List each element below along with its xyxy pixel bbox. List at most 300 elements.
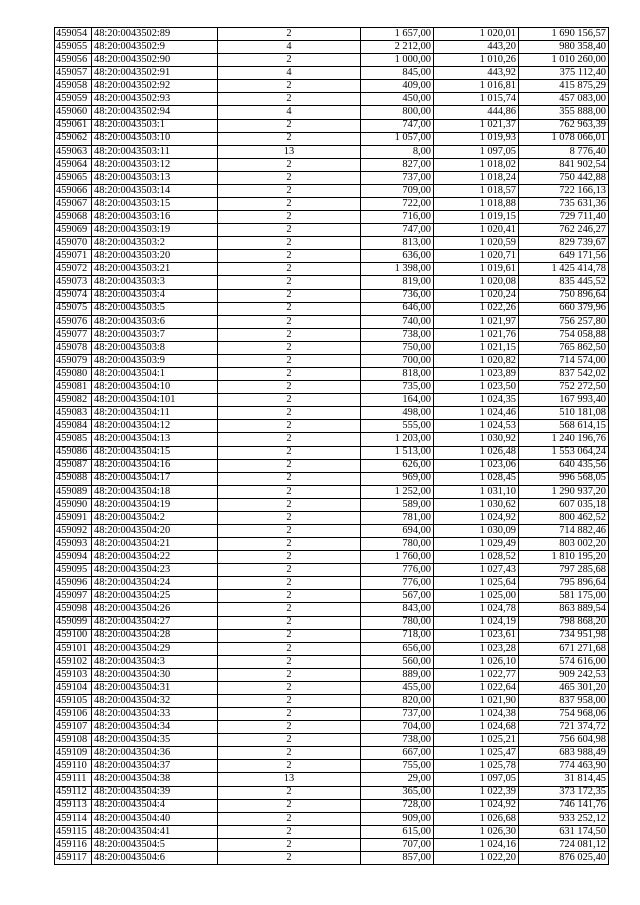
rate-cell: 1 026,30 [434, 825, 519, 838]
cadastral-number-cell: 48:20:0043504:2 [92, 511, 218, 524]
rate-cell: 1 025,78 [434, 760, 519, 773]
table-row [55, 851, 609, 864]
cadastral-number-cell: 48:20:0043502:93 [92, 93, 218, 106]
cadastral-value-cell: 750 896,64 [519, 289, 609, 302]
rate-cell: 1 023,28 [434, 642, 519, 655]
table-row [55, 786, 609, 799]
row-id-cell: 459084 [55, 420, 92, 433]
row-id-cell: 459117 [55, 851, 92, 864]
table-row [55, 250, 609, 263]
group-code-cell: 4 [218, 106, 361, 119]
table-row [55, 485, 609, 498]
table-row [55, 773, 609, 786]
cadastral-number-cell: 48:20:0043503:19 [92, 224, 218, 237]
table-row [55, 708, 609, 721]
area-cell: 709,00 [361, 184, 434, 197]
table-row [55, 747, 609, 760]
group-code-cell: 2 [218, 642, 361, 655]
cadastral-number-cell: 48:20:0043504:34 [92, 721, 218, 734]
cadastral-value-cell: 841 902,54 [519, 158, 609, 171]
cadastral-value-cell: 1 010 260,00 [519, 54, 609, 67]
table-row [55, 106, 609, 119]
cadastral-value-cell: 465 301,20 [519, 681, 609, 694]
group-code-cell: 2 [218, 28, 361, 41]
area-cell: 738,00 [361, 328, 434, 341]
cadastral-number-cell: 48:20:0043504:3 [92, 655, 218, 668]
area-cell: 29,00 [361, 773, 434, 786]
cadastral-number-cell: 48:20:0043504:29 [92, 642, 218, 655]
cadastral-number-cell: 48:20:0043504:21 [92, 538, 218, 551]
group-code-cell: 2 [218, 198, 361, 211]
rate-cell: 1 024,19 [434, 616, 519, 629]
cadastral-value-cell: 762 963,39 [519, 119, 609, 132]
cadastral-number-cell: 48:20:0043503:12 [92, 158, 218, 171]
row-id-cell: 459070 [55, 237, 92, 250]
cadastral-value-cell: 829 739,67 [519, 237, 609, 250]
rate-cell: 1 028,45 [434, 472, 519, 485]
cadastral-value-cell: 933 252,12 [519, 812, 609, 825]
area-cell: 1 057,00 [361, 132, 434, 145]
cadastral-number-cell: 48:20:0043504:10 [92, 381, 218, 394]
table-row [55, 472, 609, 485]
group-code-cell: 2 [218, 184, 361, 197]
row-id-cell: 459109 [55, 747, 92, 760]
area-cell: 827,00 [361, 158, 434, 171]
area-cell: 909,00 [361, 812, 434, 825]
table-row [55, 184, 609, 197]
area-cell: 780,00 [361, 538, 434, 551]
group-code-cell: 2 [218, 341, 361, 354]
table-row [55, 721, 609, 734]
rate-cell: 1 026,48 [434, 446, 519, 459]
row-id-cell: 459101 [55, 642, 92, 655]
row-id-cell: 459099 [55, 616, 92, 629]
area-cell: 589,00 [361, 498, 434, 511]
table-row [55, 668, 609, 681]
group-code-cell: 2 [218, 603, 361, 616]
cadastral-number-cell: 48:20:0043502:89 [92, 28, 218, 41]
cadastral-number-cell: 48:20:0043503:14 [92, 184, 218, 197]
group-code-cell: 2 [218, 551, 361, 564]
group-code-cell: 2 [218, 407, 361, 420]
row-id-cell: 459108 [55, 734, 92, 747]
row-id-cell: 459064 [55, 158, 92, 171]
group-code-cell: 2 [218, 276, 361, 289]
table-row [55, 394, 609, 407]
table-row [55, 41, 609, 54]
cadastral-value-cell: 876 025,40 [519, 851, 609, 864]
cadastral-number-cell: 48:20:0043503:5 [92, 302, 218, 315]
area-cell: 694,00 [361, 524, 434, 537]
area-cell: 1 252,00 [361, 485, 434, 498]
row-id-cell: 459115 [55, 825, 92, 838]
row-id-cell: 459058 [55, 80, 92, 93]
row-id-cell: 459110 [55, 760, 92, 773]
area-cell: 656,00 [361, 642, 434, 655]
table-row [55, 302, 609, 315]
group-code-cell: 2 [218, 799, 361, 812]
row-id-cell: 459082 [55, 394, 92, 407]
cadastral-value-cell: 568 614,15 [519, 420, 609, 433]
rate-cell: 443,92 [434, 67, 519, 80]
cadastral-value-cell: 798 868,20 [519, 616, 609, 629]
table-row [55, 368, 609, 381]
area-cell: 845,00 [361, 67, 434, 80]
cadastral-number-cell: 48:20:0043504:19 [92, 498, 218, 511]
cadastral-number-cell: 48:20:0043503:10 [92, 132, 218, 145]
table-row [55, 825, 609, 838]
rate-cell: 1 019,93 [434, 132, 519, 145]
table-row [55, 263, 609, 276]
table-row [55, 132, 609, 145]
rate-cell: 1 097,05 [434, 773, 519, 786]
row-id-cell: 459066 [55, 184, 92, 197]
rate-cell: 1 018,88 [434, 198, 519, 211]
row-id-cell: 459106 [55, 708, 92, 721]
rate-cell: 1 024,92 [434, 511, 519, 524]
row-id-cell: 459079 [55, 354, 92, 367]
cadastral-value-cell: 660 379,96 [519, 302, 609, 315]
row-id-cell: 459091 [55, 511, 92, 524]
cadastral-number-cell: 48:20:0043502:90 [92, 54, 218, 67]
row-id-cell: 459113 [55, 799, 92, 812]
rate-cell: 1 020,82 [434, 354, 519, 367]
area-cell: 818,00 [361, 368, 434, 381]
area-cell: 1 000,00 [361, 54, 434, 67]
rate-cell: 1 024,46 [434, 407, 519, 420]
cadastral-value-cell: 909 242,53 [519, 668, 609, 681]
table-row [55, 315, 609, 328]
row-id-cell: 459107 [55, 721, 92, 734]
row-id-cell: 459089 [55, 485, 92, 498]
group-code-cell: 2 [218, 433, 361, 446]
group-code-cell: 2 [218, 459, 361, 472]
group-code-cell: 2 [218, 838, 361, 851]
cadastral-number-cell: 48:20:0043504:5 [92, 838, 218, 851]
area-cell: 455,00 [361, 681, 434, 694]
cadastral-value-cell: 640 435,56 [519, 459, 609, 472]
group-code-cell: 2 [218, 655, 361, 668]
row-id-cell: 459074 [55, 289, 92, 302]
group-code-cell: 2 [218, 237, 361, 250]
cadastral-number-cell: 48:20:0043504:33 [92, 708, 218, 721]
cadastral-value-cell: 754 058,88 [519, 328, 609, 341]
rate-cell: 1 030,62 [434, 498, 519, 511]
group-code-cell: 2 [218, 786, 361, 799]
area-cell: 1 657,00 [361, 28, 434, 41]
area-cell: 728,00 [361, 799, 434, 812]
table-row [55, 655, 609, 668]
table-row [55, 734, 609, 747]
group-code-cell: 2 [218, 250, 361, 263]
table-row [55, 67, 609, 80]
cadastral-number-cell: 48:20:0043504:17 [92, 472, 218, 485]
group-code-cell: 2 [218, 747, 361, 760]
rate-cell: 1 025,00 [434, 590, 519, 603]
table-row [55, 289, 609, 302]
cadastral-value-cell: 1 240 196,76 [519, 433, 609, 446]
rate-cell: 1 010,26 [434, 54, 519, 67]
cadastral-number-cell: 48:20:0043504:40 [92, 812, 218, 825]
cadastral-number-cell: 48:20:0043504:16 [92, 459, 218, 472]
row-id-cell: 459055 [55, 41, 92, 54]
group-code-cell: 2 [218, 263, 361, 276]
rate-cell: 1 021,37 [434, 119, 519, 132]
group-code-cell: 2 [218, 315, 361, 328]
cadastral-number-cell: 48:20:0043504:6 [92, 851, 218, 864]
area-cell: 843,00 [361, 603, 434, 616]
row-id-cell: 459076 [55, 315, 92, 328]
cadastral-value-cell: 1 810 195,20 [519, 551, 609, 564]
table-row [55, 511, 609, 524]
cadastral-number-cell: 48:20:0043503:2 [92, 237, 218, 250]
cadastral-number-cell: 48:20:0043504:35 [92, 734, 218, 747]
row-id-cell: 459092 [55, 524, 92, 537]
row-id-cell: 459081 [55, 381, 92, 394]
group-code-cell: 2 [218, 538, 361, 551]
area-cell: 736,00 [361, 289, 434, 302]
cadastral-number-cell: 48:20:0043504:31 [92, 681, 218, 694]
cadastral-value-cell: 714 882,46 [519, 524, 609, 537]
area-cell: 636,00 [361, 250, 434, 263]
area-cell: 718,00 [361, 629, 434, 642]
row-id-cell: 459077 [55, 328, 92, 341]
cadastral-number-cell: 48:20:0043503:16 [92, 211, 218, 224]
group-code-cell: 2 [218, 132, 361, 145]
group-code-cell: 4 [218, 67, 361, 80]
cadastral-value-cell: 756 604,98 [519, 734, 609, 747]
cadastral-value-cell: 835 445,52 [519, 276, 609, 289]
cadastral-value-cell: 1 290 937,20 [519, 485, 609, 498]
cadastral-number-cell: 48:20:0043504:22 [92, 551, 218, 564]
rate-cell: 1 024,78 [434, 603, 519, 616]
group-code-cell: 2 [218, 80, 361, 93]
cadastral-value-cell: 1 078 066,01 [519, 132, 609, 145]
cadastral-value-cell: 750 442,88 [519, 171, 609, 184]
group-code-cell: 2 [218, 760, 361, 773]
cadastral-number-cell: 48:20:0043504:1 [92, 368, 218, 381]
rate-cell: 1 015,74 [434, 93, 519, 106]
area-cell: 8,00 [361, 145, 434, 158]
group-code-cell: 2 [218, 394, 361, 407]
row-id-cell: 459085 [55, 433, 92, 446]
group-code-cell: 2 [218, 289, 361, 302]
area-cell: 889,00 [361, 668, 434, 681]
table-row [55, 433, 609, 446]
area-cell: 555,00 [361, 420, 434, 433]
rate-cell: 1 022,26 [434, 302, 519, 315]
rate-cell: 1 024,92 [434, 799, 519, 812]
row-id-cell: 459096 [55, 577, 92, 590]
cadastral-number-cell: 48:20:0043503:21 [92, 263, 218, 276]
area-cell: 722,00 [361, 198, 434, 211]
rate-cell: 1 030,09 [434, 524, 519, 537]
area-cell: 1 203,00 [361, 433, 434, 446]
rate-cell: 1 024,68 [434, 721, 519, 734]
row-id-cell: 459087 [55, 459, 92, 472]
cadastral-number-cell: 48:20:0043504:37 [92, 760, 218, 773]
area-cell: 626,00 [361, 459, 434, 472]
cadastral-number-cell: 48:20:0043504:24 [92, 577, 218, 590]
cadastral-value-cell: 1 690 156,57 [519, 28, 609, 41]
rate-cell: 1 020,71 [434, 250, 519, 263]
group-code-cell: 2 [218, 119, 361, 132]
rate-cell: 1 025,21 [434, 734, 519, 747]
table-row [55, 577, 609, 590]
row-id-cell: 459068 [55, 211, 92, 224]
rate-cell: 1 018,57 [434, 184, 519, 197]
cadastral-number-cell: 48:20:0043502:91 [92, 67, 218, 80]
cadastral-number-cell: 48:20:0043504:39 [92, 786, 218, 799]
row-id-cell: 459116 [55, 838, 92, 851]
cadastral-value-cell: 837 958,00 [519, 694, 609, 707]
table-row [55, 642, 609, 655]
row-id-cell: 459059 [55, 93, 92, 106]
area-cell: 450,00 [361, 93, 434, 106]
cadastral-value-cell: 1 425 414,78 [519, 263, 609, 276]
row-id-cell: 459086 [55, 446, 92, 459]
cadastral-value-cell: 8 776,40 [519, 145, 609, 158]
cadastral-number-cell: 48:20:0043503:1 [92, 119, 218, 132]
table-row [55, 564, 609, 577]
table-row [55, 328, 609, 341]
table-row [55, 145, 609, 158]
cadastral-number-cell: 48:20:0043504:15 [92, 446, 218, 459]
cadastral-value-cell: 795 896,64 [519, 577, 609, 590]
rate-cell: 1 021,15 [434, 341, 519, 354]
table-row [55, 28, 609, 41]
rate-cell: 1 018,24 [434, 171, 519, 184]
area-cell: 567,00 [361, 590, 434, 603]
row-id-cell: 459075 [55, 302, 92, 315]
area-cell: 819,00 [361, 276, 434, 289]
cadastral-value-table [54, 27, 609, 865]
cadastral-number-cell: 48:20:0043504:11 [92, 407, 218, 420]
group-code-cell: 2 [218, 577, 361, 590]
cadastral-number-cell: 48:20:0043504:4 [92, 799, 218, 812]
row-id-cell: 459100 [55, 629, 92, 642]
rate-cell: 444,86 [434, 106, 519, 119]
area-cell: 740,00 [361, 315, 434, 328]
cadastral-number-cell: 48:20:0043504:26 [92, 603, 218, 616]
table-row [55, 459, 609, 472]
table-row [55, 498, 609, 511]
group-code-cell: 2 [218, 721, 361, 734]
cadastral-number-cell: 48:20:0043503:13 [92, 171, 218, 184]
table-row [55, 812, 609, 825]
table-row [55, 760, 609, 773]
area-cell: 1 398,00 [361, 263, 434, 276]
rate-cell: 1 028,52 [434, 551, 519, 564]
area-cell: 780,00 [361, 616, 434, 629]
row-id-cell: 459095 [55, 564, 92, 577]
cadastral-value-cell: 734 951,98 [519, 629, 609, 642]
table-row [55, 341, 609, 354]
group-code-cell: 2 [218, 158, 361, 171]
rate-cell: 1 024,16 [434, 838, 519, 851]
table-row [55, 603, 609, 616]
rate-cell: 1 023,50 [434, 381, 519, 394]
cadastral-value-cell: 510 181,08 [519, 407, 609, 420]
row-id-cell: 459067 [55, 198, 92, 211]
row-id-cell: 459054 [55, 28, 92, 41]
group-code-cell: 2 [218, 708, 361, 721]
table-row [55, 616, 609, 629]
row-id-cell: 459069 [55, 224, 92, 237]
cadastral-value-cell: 631 174,50 [519, 825, 609, 838]
area-cell: 813,00 [361, 237, 434, 250]
cadastral-value-cell: 765 862,50 [519, 341, 609, 354]
rate-cell: 1 022,39 [434, 786, 519, 799]
cadastral-value-cell: 754 968,06 [519, 708, 609, 721]
table-row [55, 407, 609, 420]
rate-cell: 1 029,49 [434, 538, 519, 551]
rate-cell: 1 020,24 [434, 289, 519, 302]
table-row [55, 171, 609, 184]
cadastral-value-cell: 756 257,80 [519, 315, 609, 328]
row-id-cell: 459094 [55, 551, 92, 564]
cadastral-number-cell: 48:20:0043504:18 [92, 485, 218, 498]
table-row [55, 224, 609, 237]
group-code-cell: 2 [218, 446, 361, 459]
cadastral-value-cell: 415 875,29 [519, 80, 609, 93]
cadastral-value-cell: 800 462,52 [519, 511, 609, 524]
table-row [55, 694, 609, 707]
cadastral-number-cell: 48:20:0043504:41 [92, 825, 218, 838]
group-code-cell: 2 [218, 524, 361, 537]
cadastral-number-cell: 48:20:0043504:20 [92, 524, 218, 537]
area-cell: 646,00 [361, 302, 434, 315]
row-id-cell: 459063 [55, 145, 92, 158]
row-id-cell: 459072 [55, 263, 92, 276]
row-id-cell: 459083 [55, 407, 92, 420]
cadastral-number-cell: 48:20:0043504:30 [92, 668, 218, 681]
row-id-cell: 459061 [55, 119, 92, 132]
group-code-cell: 2 [218, 498, 361, 511]
row-id-cell: 459093 [55, 538, 92, 551]
cadastral-number-cell: 48:20:0043504:101 [92, 394, 218, 407]
area-cell: 776,00 [361, 577, 434, 590]
cadastral-value-cell: 863 889,54 [519, 603, 609, 616]
cadastral-value-cell: 607 035,18 [519, 498, 609, 511]
group-code-cell: 2 [218, 472, 361, 485]
group-code-cell: 2 [218, 328, 361, 341]
cadastral-value-cell: 762 246,27 [519, 224, 609, 237]
cadastral-value-cell: 774 463,90 [519, 760, 609, 773]
area-cell: 820,00 [361, 694, 434, 707]
table-row [55, 198, 609, 211]
cadastral-number-cell: 48:20:0043502:94 [92, 106, 218, 119]
group-code-cell: 2 [218, 511, 361, 524]
table-row [55, 54, 609, 67]
group-code-cell: 2 [218, 681, 361, 694]
row-id-cell: 459102 [55, 655, 92, 668]
cadastral-value-cell: 581 175,00 [519, 590, 609, 603]
row-id-cell: 459071 [55, 250, 92, 263]
cadastral-value-cell: 714 574,00 [519, 354, 609, 367]
row-id-cell: 459098 [55, 603, 92, 616]
rate-cell: 1 021,76 [434, 328, 519, 341]
cadastral-value-cell: 746 141,76 [519, 799, 609, 812]
row-id-cell: 459105 [55, 694, 92, 707]
table-row [55, 629, 609, 642]
table-row [55, 446, 609, 459]
rate-cell: 1 026,10 [434, 655, 519, 668]
group-code-cell: 2 [218, 694, 361, 707]
rate-cell: 1 021,90 [434, 694, 519, 707]
cadastral-value-cell: 752 272,50 [519, 381, 609, 394]
table-body [55, 28, 609, 865]
